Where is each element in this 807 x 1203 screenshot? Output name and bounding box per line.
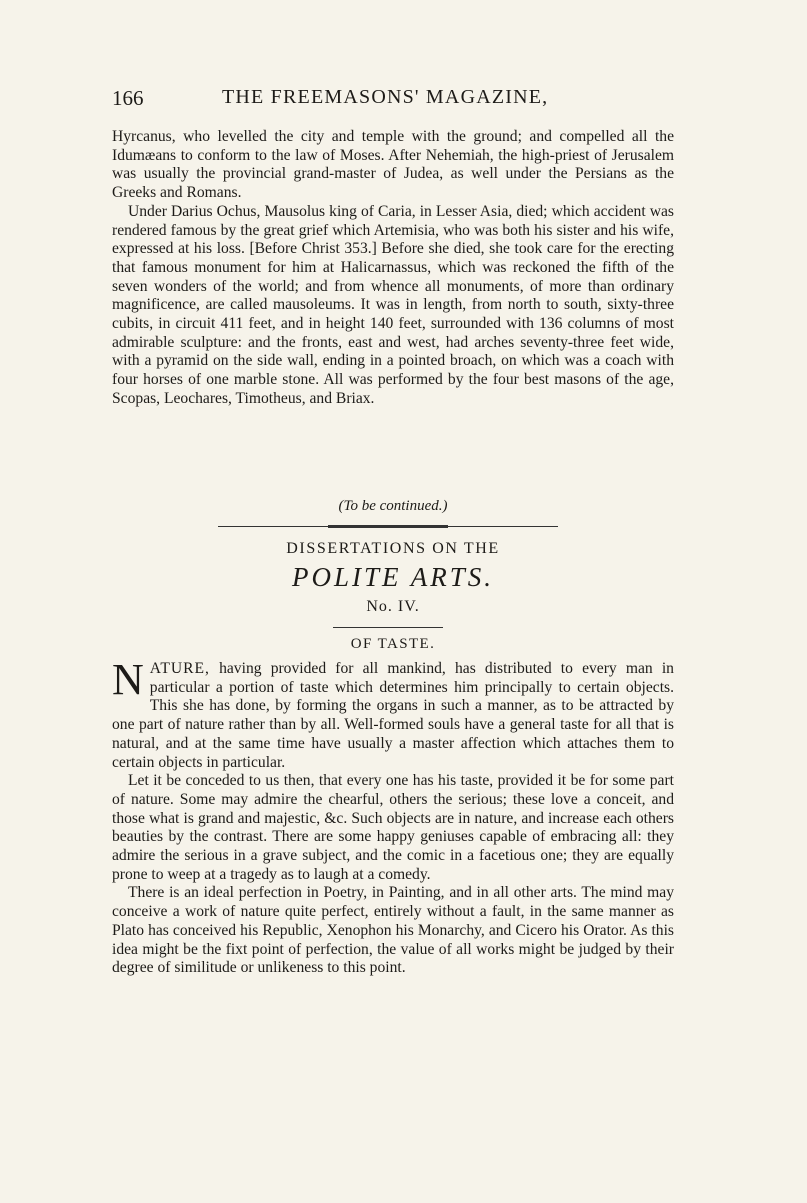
paragraph — [112, 655, 674, 772]
section-title: DISSERTATIONS ON THE — [286, 540, 500, 557]
page-number: 166 — [112, 86, 144, 110]
top-section-text — [112, 128, 674, 409]
running-head: THE FREEMASONS' MAGAZINE, — [222, 86, 549, 108]
title-divider — [333, 627, 443, 628]
paragraph: There is an ideal perfection in Poetry, in Painting, and in all other arts. The mind may conceive a work of nature quite perfect, entirely without a fault, in the same manner as Plato has conceived his Republic, Xenophon his Monarchy, and Cicero his Orator. As this idea might be the fixt point of perfection, the value of all works might be judged by their degree of similitude or unlikeness to this point. — [112, 884, 674, 977]
paragraph-body: having provided for all mankind, has distributed to every man in particular a portion of taste which determines him principally to certain objects. This she has done, by forming the organs in such a manner, as to be attracted by one part of nature rather than by all. Well-formed souls have a general taste for all that is natural, and at the same time have usually a master affection which attaches them to certain objects in particular. — [112, 660, 674, 771]
article-text — [112, 655, 674, 978]
paragraph: Hyrcanus, who levelled the city and temple with the ground; and compelled all the Idumæans to conform to the law of Moses. After Nehemiah, the high-priest of Jerusalem was usually the provincial grand-master of Judea, as well under the Persians as the Greeks and Romans. — [112, 128, 674, 202]
continued-note: (To be continued.) — [338, 498, 448, 514]
essay-title: OF TASTE. — [350, 636, 436, 652]
article-number: No. IV. — [366, 598, 420, 615]
first-word: ATURE, — [149, 660, 210, 677]
paragraph: Under Darius Ochus, Mausolus king of Caria, in Lesser Asia, died; which accident was rendered famous by the great grief which Artemisia, who was both his sister and his wife, expressed at his loss. [Before Christ 353.] Before she died, she took care for the erecting that famous monument for him at Halicarnassus, which was reckoned the fifth of the seven wonders of the world; and from whence all monuments, of more than ordinary magnificence, are called mausoleums. It was in length, from north to south, sixty-three cubits, in circuit 411 feet, and in height 140 feet, surrounded with 136 columns of most admirable sculpture: and the fronts, east and west, had arches seventy-three feet wide, with a pyramid on the side wall, ending in a pointed broach, on which was a coach with four horses of one marble stone. All was performed by the four best masons of the age, Scopas, Leochares, Timotheus, and Briax. — [112, 202, 674, 407]
drop-cap: N — [112, 655, 144, 704]
section-divider — [218, 526, 558, 527]
page-header — [112, 86, 672, 112]
paragraph: Let it be conceded to us then, that every one has his taste, provided it be for some part of nature. Some may admire the chearful, others the serious; these love a conceit, and those what is grand and majestic, &c. Such objects are in nature, and increase each others beauties by the contrast. There are some happy geniuses capable of embracing all: they admire the serious in a grave subject, and the comic in a facetious one; they are equally prone to weep at a tragedy as to laugh at a comedy. — [112, 772, 674, 883]
section-subtitle: POLITE ARTS. — [291, 562, 495, 592]
